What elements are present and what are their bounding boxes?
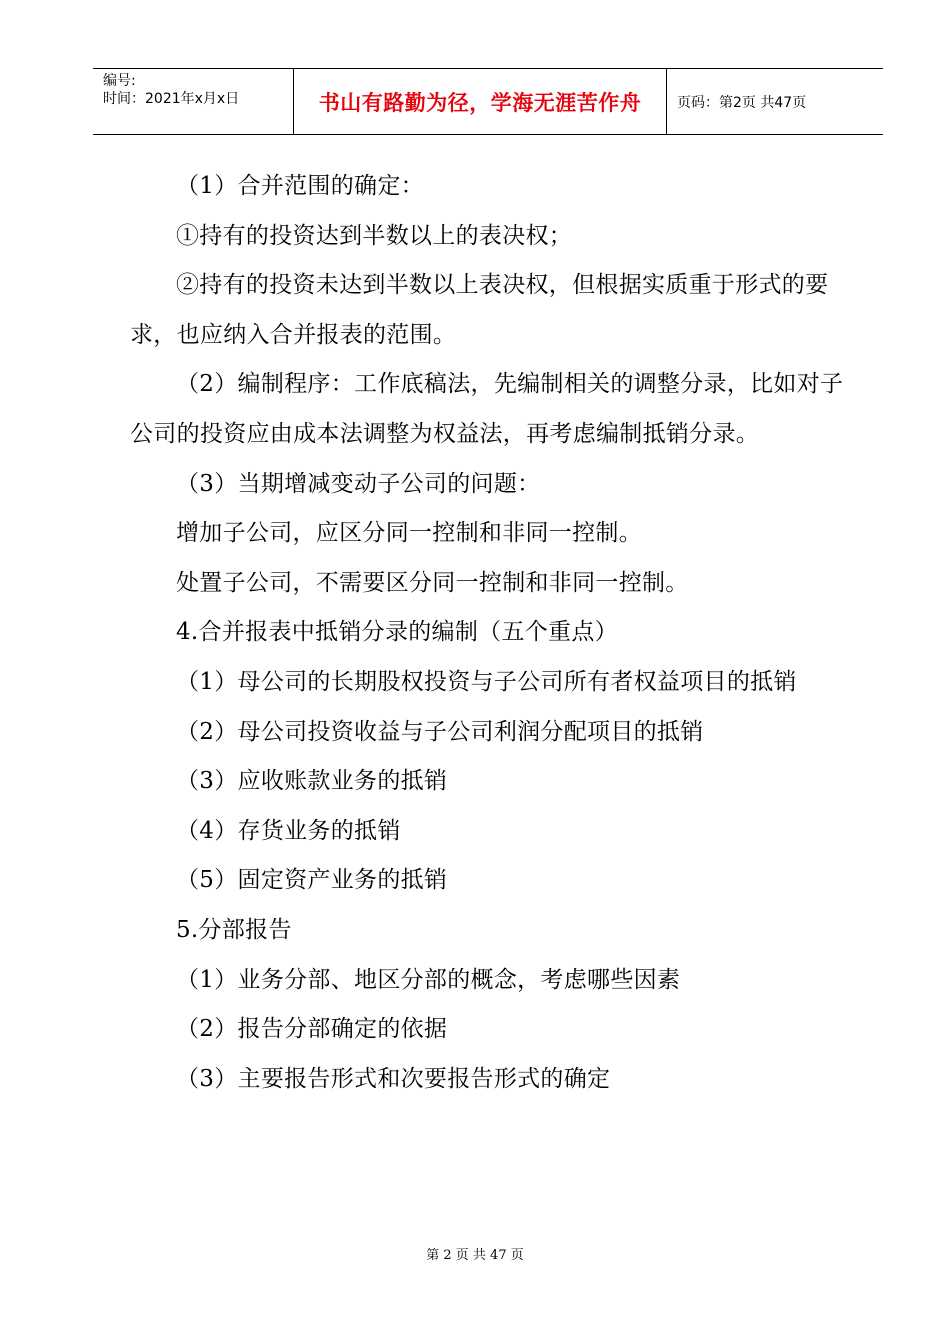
paragraph: ②持有的投资未达到半数以上表决权，但根据实质重于形式的要求，也应纳入合并报表的范围。	[130, 272, 829, 348]
paragraph: （4）存货业务的抵销	[176, 817, 401, 844]
page-footer: 第 2 页 共 47 页	[426, 1248, 524, 1263]
section-heading: 5.分部报告	[176, 916, 292, 943]
paragraph: （2）报告分部确定的依据	[176, 1016, 448, 1043]
paragraph: 增加子公司，应区分同一控制和非同一控制。	[176, 520, 642, 547]
paragraph: （1）业务分部、地区分部的概念，考虑哪些因素	[176, 966, 681, 993]
paragraph: （3）应收账款业务的抵销	[176, 768, 448, 795]
doc-code-label: 编号:	[103, 73, 136, 89]
header-meta	[93, 69, 294, 134]
paragraph: （1）合并范围的确定：	[176, 173, 424, 199]
header-page-info: 页码：第2页 共47页	[677, 94, 807, 111]
paragraph: ①持有的投资达到半数以上的表决权；	[176, 222, 573, 249]
paragraph: 处置子公司，不需要区分同一控制和非同一控制。	[176, 569, 689, 596]
header-motto: 书山有路勤为径，学海无涯苦作舟	[294, 69, 667, 134]
paragraph: （5）固定资产业务的抵销	[176, 867, 448, 894]
paragraph: （2）母公司投资收益与子公司利润分配项目的抵销	[176, 718, 704, 745]
section-heading: 4.合并报表中抵销分录的编制（五个重点）	[176, 619, 618, 646]
doc-time-label: 时间：2021年x月x日	[103, 91, 240, 107]
paragraph: （2）编制程序：工作底稿法，先编制相关的调整分录，比如对子公司的投资应由成本法调整为权益法，再考虑编制抵销分录。	[130, 371, 844, 447]
page-header	[93, 68, 883, 135]
paragraph: （3）主要报告形式和次要报告形式的确定	[176, 1065, 611, 1092]
paragraph: （3）当期增减变动子公司的问题：	[176, 470, 541, 497]
paragraph: （1）母公司的长期股权投资与子公司所有者权益项目的抵销	[176, 668, 797, 695]
document-body	[130, 162, 845, 1104]
